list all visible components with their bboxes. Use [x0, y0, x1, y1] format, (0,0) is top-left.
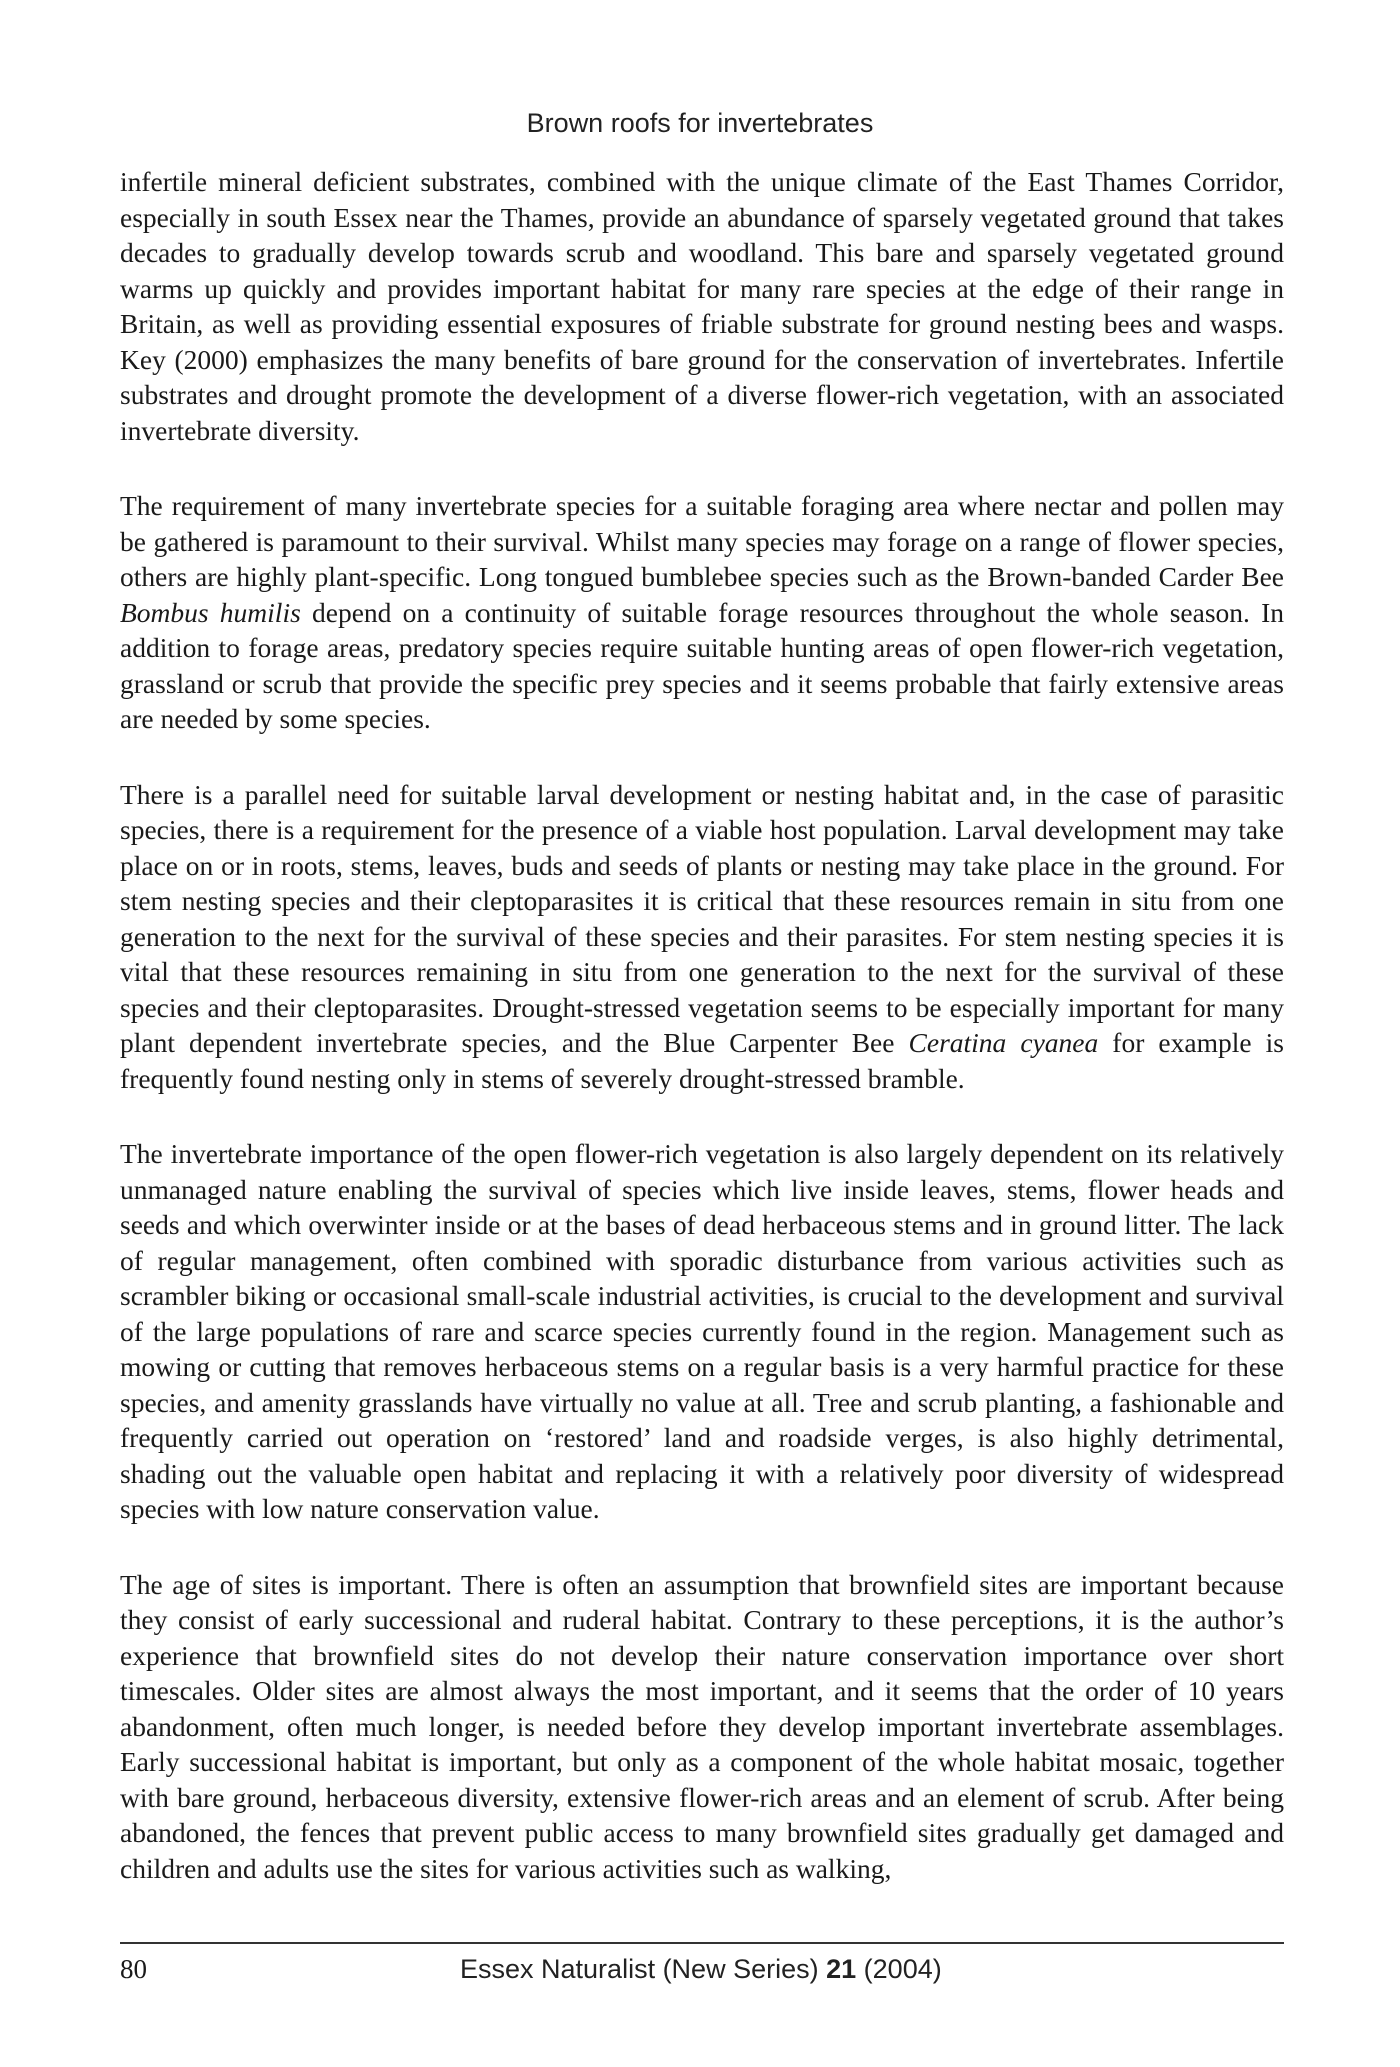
paragraph-text: The age of sites is important. There is often an assumption that brownfield sites are important because they consist of early successional and ruderal habitat. Contrary to these perceptions, it is the author’s experience that brownfield sites do not develop their nature conservation importance over short timescales. Older sites are almost always the most important, and it seems that the order of 10 years abandonment, often much longer, is needed before they develop important invertebrate assemblages. Early successional habitat is important, but only as a component of the whole habitat mosaic, together with bare ground, herbaceous diversity, extensive flower-rich areas and an element of scrub. After being abandoned, the fences that prevent public access to many brownfield sites gradually get damaged and children and adults use the sites for various activities such as walking,: [120, 1568, 1284, 1884]
paragraph-text: depend on a continuity of suitable forage resources throughout the whole season. In addition to forage areas, predatory species require suitable hunting areas of open flower-rich vegetation, grassland or scrub that provide the specific prey species and it seems probable that fairly extensive areas are needed by some species.: [120, 596, 1285, 734]
paragraph-text: for example is frequently found nesting only in stems of severely drought-stressed bramble.: [120, 1027, 1284, 1094]
paragraph: [120, 1136, 1284, 1527]
paragraph-text: The requirement of many invertebrate species for a suitable foraging area where nectar and pollen may be gathered is paramount to their survival. Whilst many species may forage on a range of flower species, others are highly plant-specific. Long tongued bumblebee species such as the Brown-banded Carder Bee: [120, 490, 1284, 592]
body-text: [120, 164, 1284, 1886]
running-header: Brown roofs for invertebrates: [526, 108, 874, 138]
journal-year: (2004): [863, 1954, 942, 1984]
paragraph-text: There is a parallel need for suitable larval development or nesting habitat and, in the case of parasitic species, there is a requirement for the presence of a viable host population. Larval development may take place on or in roots, stems, leaves, buds and seeds of plants or nesting may take place in the ground. For stem nesting species and their cleptoparasites it is critical that these resources remain in situ from one generation to the next for the survival of these species and their parasites. For stem nesting species it is vital that these resources remaining in situ from one generation to the next for the survival of these species and their cleptoparasites. Drought-stressed vegetation seems to be especially important for many plant dependent invertebrate species, and the Blue Carpenter Bee: [120, 778, 1284, 1058]
paragraph: [120, 164, 1284, 448]
journal-citation: [460, 1952, 942, 1986]
species-name: Bombus humilis: [120, 596, 301, 628]
page-number: 80: [120, 1954, 147, 1984]
journal-volume: 21: [826, 1954, 857, 1984]
paragraph: [120, 488, 1284, 737]
paragraph: [120, 777, 1284, 1097]
species-name: Ceratina cyanea: [908, 1027, 1099, 1058]
paragraph: [120, 1567, 1284, 1887]
footer-rule: [120, 1942, 1284, 1944]
journal-name: Essex Naturalist (New Series): [460, 1954, 819, 1984]
paragraph-text: The invertebrate importance of the open flower-rich vegetation is also largely dependent on its relatively unmanaged nature enabling the survival of species which live inside leaves, stems, flower heads and seeds and which overwinter inside or at the bases of dead herbaceous stems and in ground litter. The lack of regular management, often combined with sporadic disturbance from various activities such as scrambler biking or occasional small-scale industrial activities, is crucial to the development and survival of the large populations of rare and scarce species currently found in the region. Management such as mowing or cutting that removes herbaceous stems on a regular basis is a very harmful practice for these species, and amenity grasslands have virtually no value at all. Tree and scrub planting, a fashionable and frequently carried out operation on ‘restored’ land and roadside verges, is also highly detrimental, shading out the valuable open habitat and replacing it with a relatively poor diversity of widespread species with low nature conservation value.: [120, 1138, 1284, 1524]
paragraph-text: infertile mineral deficient substrates, combined with the unique climate of the East Thames Corridor, especially in south Essex near the Thames, provide an abundance of sparsely vegetated ground that takes decades to gradually develop towards scrub and woodland. This bare and sparsely vegetated ground warms up quickly and provides important habitat for many rare species at the edge of their range in Britain, as well as providing essential exposures of friable substrate for ground nesting bees and wasps. Key (2000) emphasizes the many benefits of bare ground for the conservation of invertebrates. Infertile substrates and drought promote the development of a diverse flower-rich vegetation, with an associated invertebrate diversity.: [120, 166, 1284, 446]
